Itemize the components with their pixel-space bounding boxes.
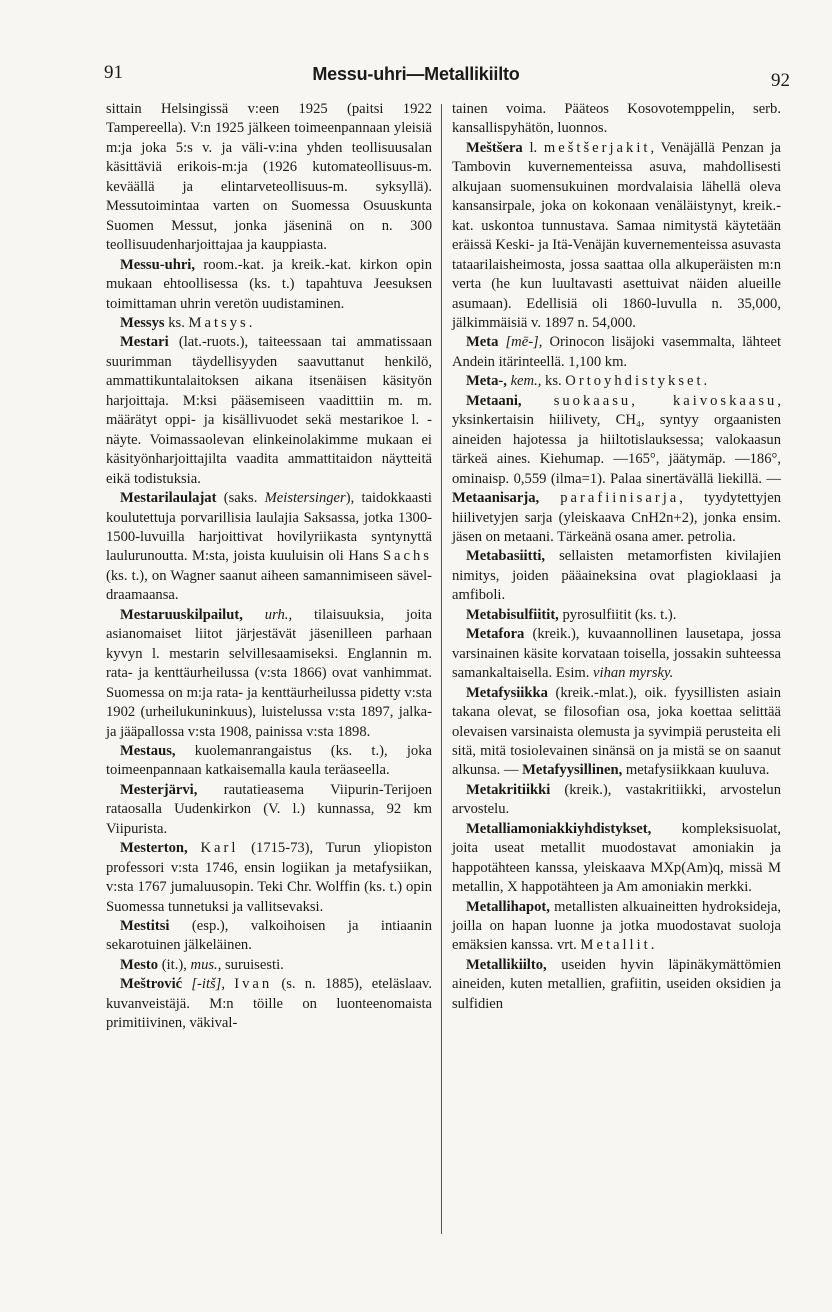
entry-text: suruisesti. <box>221 956 284 973</box>
dictionary-entry <box>452 547 781 605</box>
dictionary-entry <box>106 256 432 314</box>
entry-text: metafysiikkaan kuuluva. <box>622 762 770 779</box>
headword: Mesterjärvi, <box>120 781 198 798</box>
spaced-name: Ortoyhdistykset <box>565 373 704 390</box>
entry-text: metallisten alkuaineitten hydroksideja, joilla on hapan luonne ja jotka muodostavat suoloja emäksien kanssa. vrt. <box>452 898 781 954</box>
dictionary-entry <box>106 917 432 956</box>
entry-text: ), taidokkaasti koulutettuja porvarillisia laulajia Saksassa, jotka 1300-1500-luvuilla harjoittivat hovilyriikasta syntynyttä laulurunoutta. M:sta, joista kuuluisin oli Hans <box>106 490 432 565</box>
headword: Metaani, <box>466 392 522 409</box>
entry-text <box>243 607 265 623</box>
italic-text: urh., <box>264 606 293 623</box>
spaced-name: Ivan <box>234 976 273 993</box>
entry-text: ks. <box>164 314 189 331</box>
entry-text: (ks. t.), on Wagner saanut aiheen samannimiseen sävel-draamaansa. <box>106 567 432 604</box>
headword: Metakritiikki <box>466 781 551 798</box>
headword: Mestari <box>120 334 169 351</box>
entry-text <box>182 976 191 992</box>
headword: Mesto <box>120 956 159 973</box>
dictionary-entry <box>452 684 781 781</box>
left-column <box>106 100 432 1034</box>
entry-text <box>539 490 560 506</box>
headword: Metafysiikka <box>466 684 548 701</box>
spaced-name: Sachs <box>382 548 432 565</box>
headword: Metallikiilto, <box>466 956 547 973</box>
right-column <box>452 100 781 1014</box>
entry-continuation <box>452 100 781 139</box>
headword: Metabasiitti, <box>466 548 546 565</box>
dictionary-entry <box>452 372 781 391</box>
headword: Metabisulfiitit, <box>466 606 559 623</box>
dictionary-entry <box>452 625 781 683</box>
headword: Mestaus, <box>120 742 176 759</box>
entry-text: (saks. <box>216 490 265 507</box>
italic-text: kem., <box>510 373 542 390</box>
page-number-right: 92 <box>771 70 790 91</box>
entry-text <box>188 840 201 856</box>
dictionary-entry <box>106 314 432 333</box>
entry-text: l. <box>522 139 544 156</box>
headword: Mesterton, <box>120 840 188 857</box>
spaced-name: meštšerjakit <box>543 139 651 156</box>
dictionary-entry <box>452 956 781 1014</box>
dictionary-entry <box>106 781 432 839</box>
dictionary-entry <box>106 606 432 742</box>
dictionary-entry <box>106 975 432 1033</box>
dictionary-entry <box>452 898 781 956</box>
entry-text <box>498 334 505 350</box>
entry-text: useiden hyvin läpinäkymättömien aineiden, kuten metallien, grafiitin, useiden oksidien ja sulfidien <box>452 956 781 1012</box>
column-divider <box>441 104 442 1234</box>
dictionary-entry <box>106 333 432 489</box>
entry-text: room.-kat. ja kreik.-kat. kirkon opin mukaan ehtoollisessa (ks. t.) tapahtuva Jeesuksen toimittaman uhrin veretön uudistaminen. <box>106 256 432 312</box>
headword: Meštšera <box>466 139 523 156</box>
headword: Metafora <box>466 626 525 643</box>
italic-text: [-itš], <box>191 976 225 993</box>
headword: Metalliamoniakkiyhdistykset, <box>466 820 652 837</box>
headword: Metaanisarja, <box>452 490 540 507</box>
page-header <box>0 62 832 92</box>
italic-text: mus., <box>190 956 222 973</box>
entry-text: rautatieasema Viipurin-Terijoen rataosalla Uudenkirkon (V. l.) kunnassa, 92 km Viipurista. <box>106 781 432 837</box>
entry-text <box>522 393 554 409</box>
italic-text: [mē-], <box>505 334 543 351</box>
entry-text: (kreik.-mlat.), oik. fyysillisten asiain takana olevat, se filosofian osa, joka koettaa selittää olevaisen varsinaista olemusta ja syvimpiä perusteita eli sitä, mitä tosiolevainen sinänsä on ja mistä se on saanut alkunsa. — <box>452 684 781 779</box>
entry-text: (esp.), valkoihoisen ja intiaanin sekarotuinen jälkeläinen. <box>106 918 432 954</box>
entry-text: . <box>248 314 253 331</box>
spaced-name: Karl <box>200 840 239 857</box>
entry-continuation <box>106 100 432 256</box>
entry-text: . <box>703 373 708 390</box>
entry-text: (1715-73), Turun yliopiston professori v:sta 1746, ensin logiikan ja metafysiikan, v:sta 1767 jumaluusopin. Teki Chr. Wolffin (ks. t.) opin Suomessa tunnetuksi ja vallitsevaksi. <box>106 840 432 915</box>
dictionary-entry <box>452 781 781 820</box>
entry-text: , tyydytettyjen hiilivetyjen sarja (yleiskaava CnH2n+2), jonka ensim. jäsen on metaani. Tärkeänä osana amer. petrolia. <box>452 490 781 545</box>
spaced-name: Matsys <box>188 314 249 331</box>
dictionary-entry <box>106 742 432 781</box>
entry-text: tilaisuuksia, joita asianomaiset liitot järjestävät jäsenilleen parhaan kyvyn l. mestarin selvillesaamiseksi. Englannin m. rata- ja kenttäurheilussa (v:sta 1866) ovat vanhimmat. Suomessa on m:ja rata- ja kenttäurheilussa pidetty v:sta 1902 (urheilukuninkuus), luistelussa v:sta 1897, jalka- ja jääpallossa v:sta 1908, painissa v:sta 1898. <box>106 606 432 740</box>
entry-text: kuolemanrangaistus (ks. t.), joka toimeenpannaan katkaisemalla kaula teräaseella. <box>106 742 432 779</box>
entry-text: (s. n. 1885), eteläslaav. kuvanveistäjä. M:n töille on luonteenomaista primitiivinen, väkival- <box>106 976 432 1032</box>
entry-text: Orinocon lisäjoki vasemmalta, lähteet Andein itärinteellä. 1,100 km. <box>452 334 781 370</box>
entry-text: sellaisten metamorfisten kivilajien nimitys, joiden pääaineksina ovat plagioklaasi ja amfiboli. <box>452 548 781 604</box>
headword: Mestitsi <box>120 918 170 935</box>
entry-text: , yksinkertaisin hiilivety, CH₄, syntyy orgaanisten aineiden hajotessa ja hiiltotislauksessa; valokaasun tärkeä aines. Kiehumap. —165°, jäätymäp. —186°, ominaisp. 0,559 (ilma=1). Palaa sinertävällä liekillä. — <box>452 392 781 487</box>
entry-text <box>225 976 234 992</box>
entry-text: ks. <box>541 373 566 390</box>
entry-text: (it.), <box>158 956 191 973</box>
dictionary-entry <box>106 489 432 606</box>
headword: Messu-uhri, <box>120 256 195 273</box>
headword: Metallihapot, <box>466 898 550 915</box>
italic-text: Meistersinger <box>264 490 346 507</box>
spaced-name: suokaasu, kaivoskaasu <box>553 392 778 409</box>
entry-text: (kreik.), kuvaannollinen lausetapa, jossa varsinainen käsite korvataan toisella, jossakin suhteessa samankaltaisella. Esim. <box>452 626 781 682</box>
dictionary-entry <box>452 392 781 548</box>
headword: Mestaruuskilpailut, <box>120 606 243 623</box>
headword: Meta <box>466 334 499 351</box>
italic-text: vihan myrsky. <box>593 665 674 682</box>
headword: Metafyysillinen, <box>522 762 623 779</box>
spaced-name: parafiinisarja <box>560 490 680 507</box>
headword: Meta-, <box>466 373 507 390</box>
entry-text: kompleksisuolat, joita useat metallit muodostavat amoniakin ja happotähteen kanssa, yleiskaava MXp(Am)q, missä M metallin, X happotähteen ja Am amoniakin merkki. <box>452 820 781 896</box>
spaced-name: Metallit <box>580 937 651 954</box>
dictionary-entry <box>452 333 781 372</box>
entry-text: (lat.-ruots.), taiteessaan tai ammatissaan suurimman täydellisyyden saavuttanut henkilö, ammattikuntalaitoksen aikana itsenäisen käsityön harjoittaja. M:ksi pääsemiseen vaadittiin m. m. määrätyt oppi- ja kisällivuodet sekä mestarikoe l. -näyte. Voimassaolevan elinkeinolakimme mukaan ei käsityönharjoittajilta vaadita ammattitaidon näytteitä eikä todistuksia. <box>106 334 432 487</box>
entry-text: pyrosulfiitit (ks. t.). <box>558 606 677 623</box>
dictionary-entry <box>452 606 781 625</box>
headword: Mestarilaulajat <box>120 490 217 507</box>
entry-text: sittain Helsingissä v:een 1925 (paitsi 1922 Tampereella). V:n 1925 jälkeen toimeenpannaan yleisiä m:ja joka 5:s v. ja väli-v:ina yhden teollisuusalan käsittäviä erikois-m:ja (1926 kutomateollisuus-m. keväällä ja elintarveteollisuus-m. syksyllä). Messutoimintaa varten on Suomessa Osuuskunta Suomen Messut, jonka jäseninä on n. 300 teollisuudenharjoittajaa ja kauppiasta. <box>106 101 432 254</box>
running-title: Messu-uhri—Metallikiilto <box>312 64 520 84</box>
entry-text: . <box>650 937 655 954</box>
entry-text: tainen voima. Pääteos Kosovotemppelin, serb. kansallispyhätön, luonnos. <box>452 101 781 137</box>
dictionary-entry <box>452 139 781 334</box>
headword: Messys <box>120 314 165 331</box>
headword: Meštrović <box>120 976 183 993</box>
dictionary-entry <box>452 820 781 898</box>
dictionary-entry <box>106 956 432 975</box>
page-number-left: 91 <box>104 62 123 83</box>
dictionary-entry <box>106 839 432 917</box>
entry-text: (kreik.), vastakritiikki, arvostelun arvostelu. <box>452 781 781 818</box>
entry-text: , Venäjällä Penzan ja Tambovin kuvernementeissa asuva, mahdollisesti alkujaan suomensukuinen mordvalaisia lähellä oleva kansansirpale, joka on kokonaan venäläistynyt, kreik.-kat. uskontoa tunnustava. Samaa nimitystä käytetään eräissä Keski- ja Itä-Venäjän kuvernementeissa asuvasta tataarilaisheimosta, jossa saattaa olla alkuperäisten m:n verta (he kun luultavasti asettuivat näiden alueille asumaan). Edellisiä oli 1860-luvulla n. 35,000, jälkimmäisiä v. 1897 n. 54,000. <box>452 139 782 331</box>
